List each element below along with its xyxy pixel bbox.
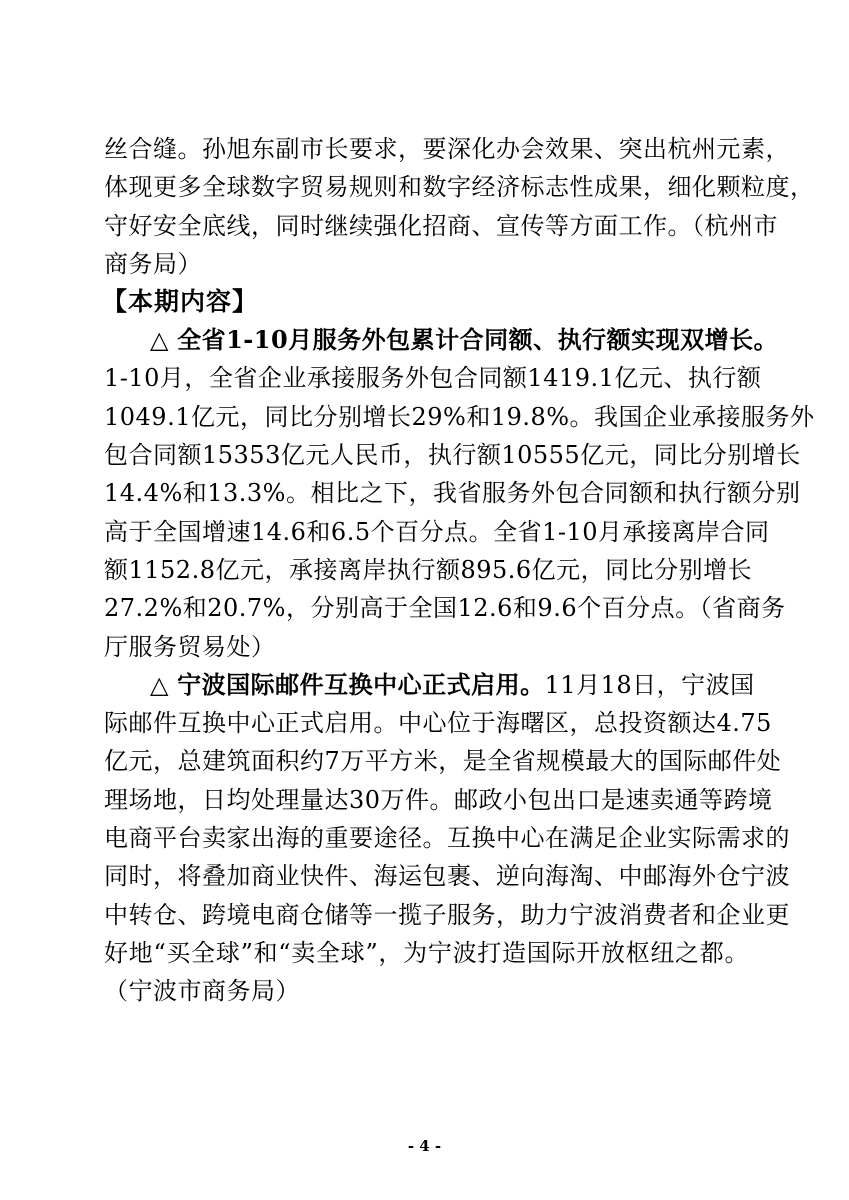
triangle-marker-icon: △ bbox=[150, 326, 169, 355]
text-line: 亿元，总建筑面积约7万平方米，是全省规模最大的国际邮件处 bbox=[104, 747, 782, 776]
text-line: 1-10月，全省企业承接服务外包合同额1419.1亿元、执行额 bbox=[104, 364, 762, 393]
text-line: 电商平台卖家出海的重要途径。互换中心在满足企业实际需求的 bbox=[104, 824, 790, 853]
text-line: 商务局） bbox=[104, 249, 202, 278]
text-line: 中转仓、跨境电商仓储等一揽子服务，助力宁波消费者和企业更 bbox=[104, 900, 790, 929]
item-2-paragraph bbox=[104, 666, 790, 1011]
item-1-paragraph bbox=[104, 321, 815, 666]
text-line: 体现更多全球数字贸易规则和数字经济标志性成果，细化颗粒度， bbox=[104, 173, 815, 202]
text-line: 高于全国增速14.6和6.5个百分点。全省1-10月承接离岸合同 bbox=[104, 517, 770, 546]
item-title-line bbox=[104, 321, 779, 359]
item-title-tail: 11月18日，宁波国 bbox=[544, 670, 755, 699]
text-line: 包合同额15353亿元人民币，执行额10555亿元，同比分别增长 bbox=[104, 441, 801, 470]
intro-paragraph bbox=[104, 130, 815, 283]
document-page bbox=[102, 130, 815, 1011]
text-line: 1049.1亿元，同比分别增长29%和19.8%。我国企业承接服务外 bbox=[104, 402, 815, 431]
triangle-marker-icon: △ bbox=[150, 670, 169, 699]
text-line: 14.4%和13.3%。相比之下，我省服务外包合同额和执行额分别 bbox=[104, 479, 801, 508]
text-line: 理场地，日均处理量达30万件。邮政小包出口是速卖通等跨境 bbox=[104, 785, 773, 814]
text-line: 27.2%和20.7%，分别高于全国12.6和9.6个百分点。（省商务 bbox=[104, 594, 786, 623]
item-title: 全省1-10月服务外包累计合同额、执行额实现双增长。 bbox=[177, 325, 779, 355]
text-line: 丝合缝。孙旭东副市长要求，要深化办会效果、突出杭州元素， bbox=[104, 135, 790, 163]
text-line: 好地“买全球”和“卖全球”，为宁波打造国际开放枢纽之都。 bbox=[104, 938, 749, 967]
text-line: 额1152.8亿元，承接离岸执行额895.6亿元，同比分别增长 bbox=[104, 555, 753, 584]
item-title-line bbox=[104, 666, 755, 704]
item-title: 宁波国际邮件互换中心正式启用。 bbox=[177, 669, 545, 699]
section-heading: 【本期内容】 bbox=[102, 287, 259, 317]
text-line: 际邮件互换中心正式启用。中心位于海曙区，总投资额达4.75 bbox=[104, 709, 772, 738]
text-line: 厅服务贸易处） bbox=[104, 632, 276, 661]
text-line: （宁波市商务局） bbox=[104, 977, 300, 1006]
page-number: - 4 - bbox=[407, 1137, 442, 1155]
text-line: 同时，将叠加商业快件、海运包裹、逆向海淘、中邮海外仓宁波 bbox=[104, 862, 790, 891]
text-line: 守好安全底线，同时继续强化招商、宣传等方面工作。（杭州市 bbox=[104, 211, 778, 240]
